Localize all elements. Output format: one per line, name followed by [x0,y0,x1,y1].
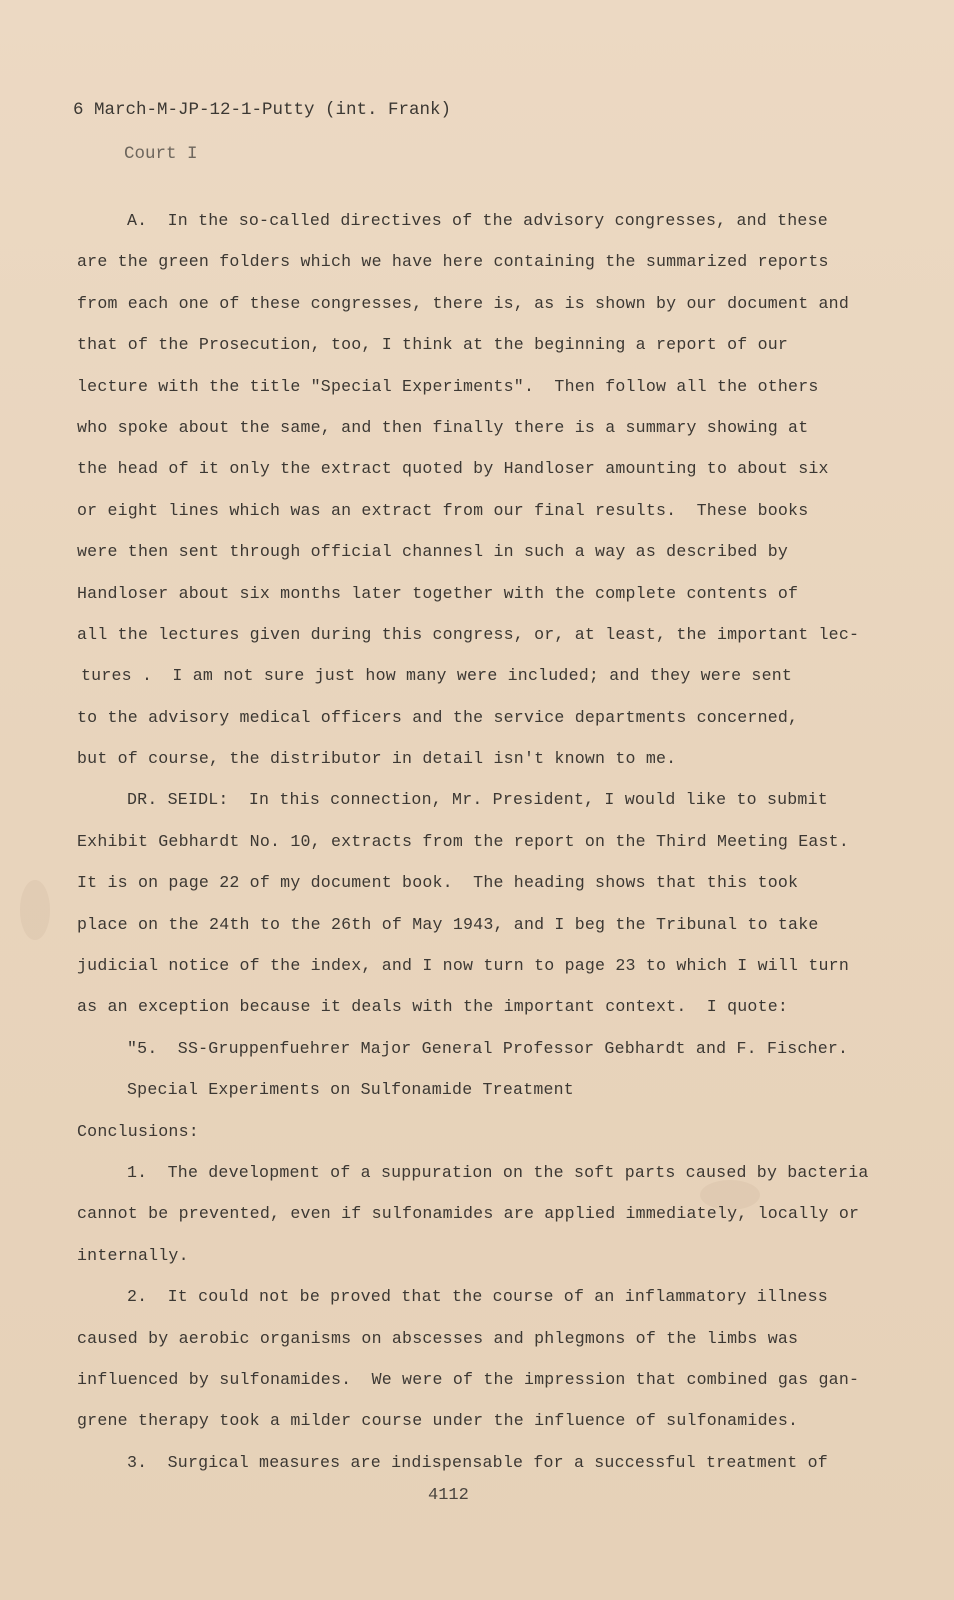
text-line: judicial notice of the index, and I now turn to page 23 to which I will turn [77,956,849,976]
text-line: to the advisory medical officers and the service departments concerned, [77,707,799,727]
text-line: all the lectures given during this congress, or, at least, the important lec- [77,624,860,644]
text-line: 3. Surgical measures are indispensable for a successful treatment of [127,1452,828,1472]
text-line: are the green folders which we have here containing the summarized reports [77,252,829,272]
text-line: influenced by sulfonamides. We were of the impression that combined gas gan- [77,1369,860,1389]
text-line: caused by aerobic organisms on abscesses and phlegmons of the limbs was [77,1328,799,1348]
text-line: who spoke about the same, and then finally there is a summary showing at [77,417,809,437]
transcript-body [77,200,867,1483]
text-line: that of the Prosecution, too, I think at the beginning a report of our [77,335,789,355]
text-line: internally. [77,1245,189,1265]
text-line: tures . I am not sure just how many were included; and they were sent [81,666,793,686]
document-header: 6 March-M-JP-12-1-Putty (int. Frank) [73,100,452,120]
court-label: Court I [124,144,198,164]
text-line: DR. SEIDL: In this connection, Mr. President, I would like to submit [127,790,828,810]
text-line: were then sent through official channesl in such a way as described by [77,542,789,562]
text-line: from each one of these congresses, there is, as is shown by our document and [77,293,849,313]
text-line: grene therapy took a milder course under the influence of sulfonamides. [77,1411,799,1431]
text-line: A. In the so-called directives of the advisory congresses, and these [127,211,828,230]
text-line: lecture with the title "Special Experiments". Then follow all the others [77,376,819,396]
text-line: Exhibit Gebhardt No. 10, extracts from the report on the Third Meeting East. [77,831,849,851]
text-line: cannot be prevented, even if sulfonamides are applied immediately, locally or [77,1204,860,1224]
text-line: the head of it only the extract quoted by Handloser amounting to about six [77,459,829,479]
text-line: 2. It could not be proved that the course of an inflammatory illness [127,1287,828,1307]
paper-stain [20,880,50,940]
text-line: "5. SS-Gruppenfuehrer Major General Professor Gebhardt and F. Fischer. [127,1038,849,1058]
text-line: or eight lines which was an extract from our final results. These books [77,500,809,520]
text-line: as an exception because it deals with the important context. I quote: [77,997,789,1017]
text-line: Special Experiments on Sulfonamide Treatment [127,1080,574,1100]
text-line: Handloser about six months later together with the complete contents of [77,583,799,603]
text-line: place on the 24th to the 26th of May 1943, and I beg the Tribunal to take [77,914,819,934]
page-number: 4112 [428,1486,469,1505]
text-line: It is on page 22 of my document book. The heading shows that this took [77,873,799,893]
text-line: 1. The development of a suppuration on the soft parts caused by bacteria [127,1162,869,1182]
text-line: but of course, the distributor in detail isn't known to me. [77,749,677,769]
text-line: Conclusions: [77,1121,199,1141]
